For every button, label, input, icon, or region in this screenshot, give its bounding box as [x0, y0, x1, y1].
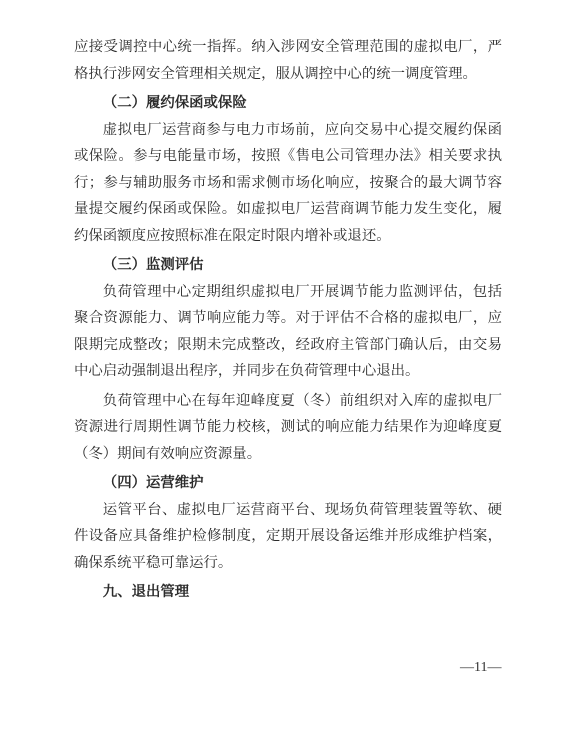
paragraph-periodic-verification: 负荷管理中心在每年迎峰度夏（冬）前组织对入库的虚拟电厂资源进行周期性调节能力校核，测试的响应能力结果作为迎峰度夏（冬）期间有效响应资源量。 [74, 392, 502, 462]
paragraph-monitoring-evaluation: 负荷管理中心定期组织虚拟电厂开展调节能力监测评估，包括聚合资源能力、调节响应能力等。对于评估不合格的虚拟电厂，应限期完成整改；限期未完成整改，经政府主管部门确认后，由交易中心启动强制退出程序，并同步在负荷管理中心退出。 [74, 283, 502, 379]
section-heading-monitoring-evaluation: （三）监测评估 [102, 256, 204, 273]
section-heading-performance-guarantee: （二）履约保函或保险 [102, 94, 247, 111]
paragraph-operation-maintenance: 运管平台、虚拟电厂运营商平台、现场负荷管理装置等软、硬件设备应具备维护检修制度，定期开展设备运维并形成维护档案，确保系统平稳可靠运行。 [74, 501, 502, 571]
paragraph-continuation: 应接受调控中心统一指挥。纳入涉网安全管理范围的虚拟电厂，严格执行涉网安全管理相关规定，服从调控中心的统一调度管理。 [74, 39, 502, 82]
page-content [74, 34, 502, 606]
paragraph-performance-guarantee: 虚拟电厂运营商参与电力市场前，应向交易中心提交履约保函或保险。参与电能量市场，按照《售电公司管理办法》相关要求执行；参与辅助服务市场和需求侧市场化响应，按聚合的最大调节容量提交履约保函或保险。如虚拟电厂运营商调节能力发生变化，履约保函额度应按照标准在限定时限内增补或退还。 [74, 121, 502, 244]
page-number: —11— [460, 660, 502, 675]
section-heading-operation-maintenance: （四）运营维护 [102, 474, 204, 491]
chapter-heading-exit-management: 九、退出管理 [102, 583, 190, 600]
